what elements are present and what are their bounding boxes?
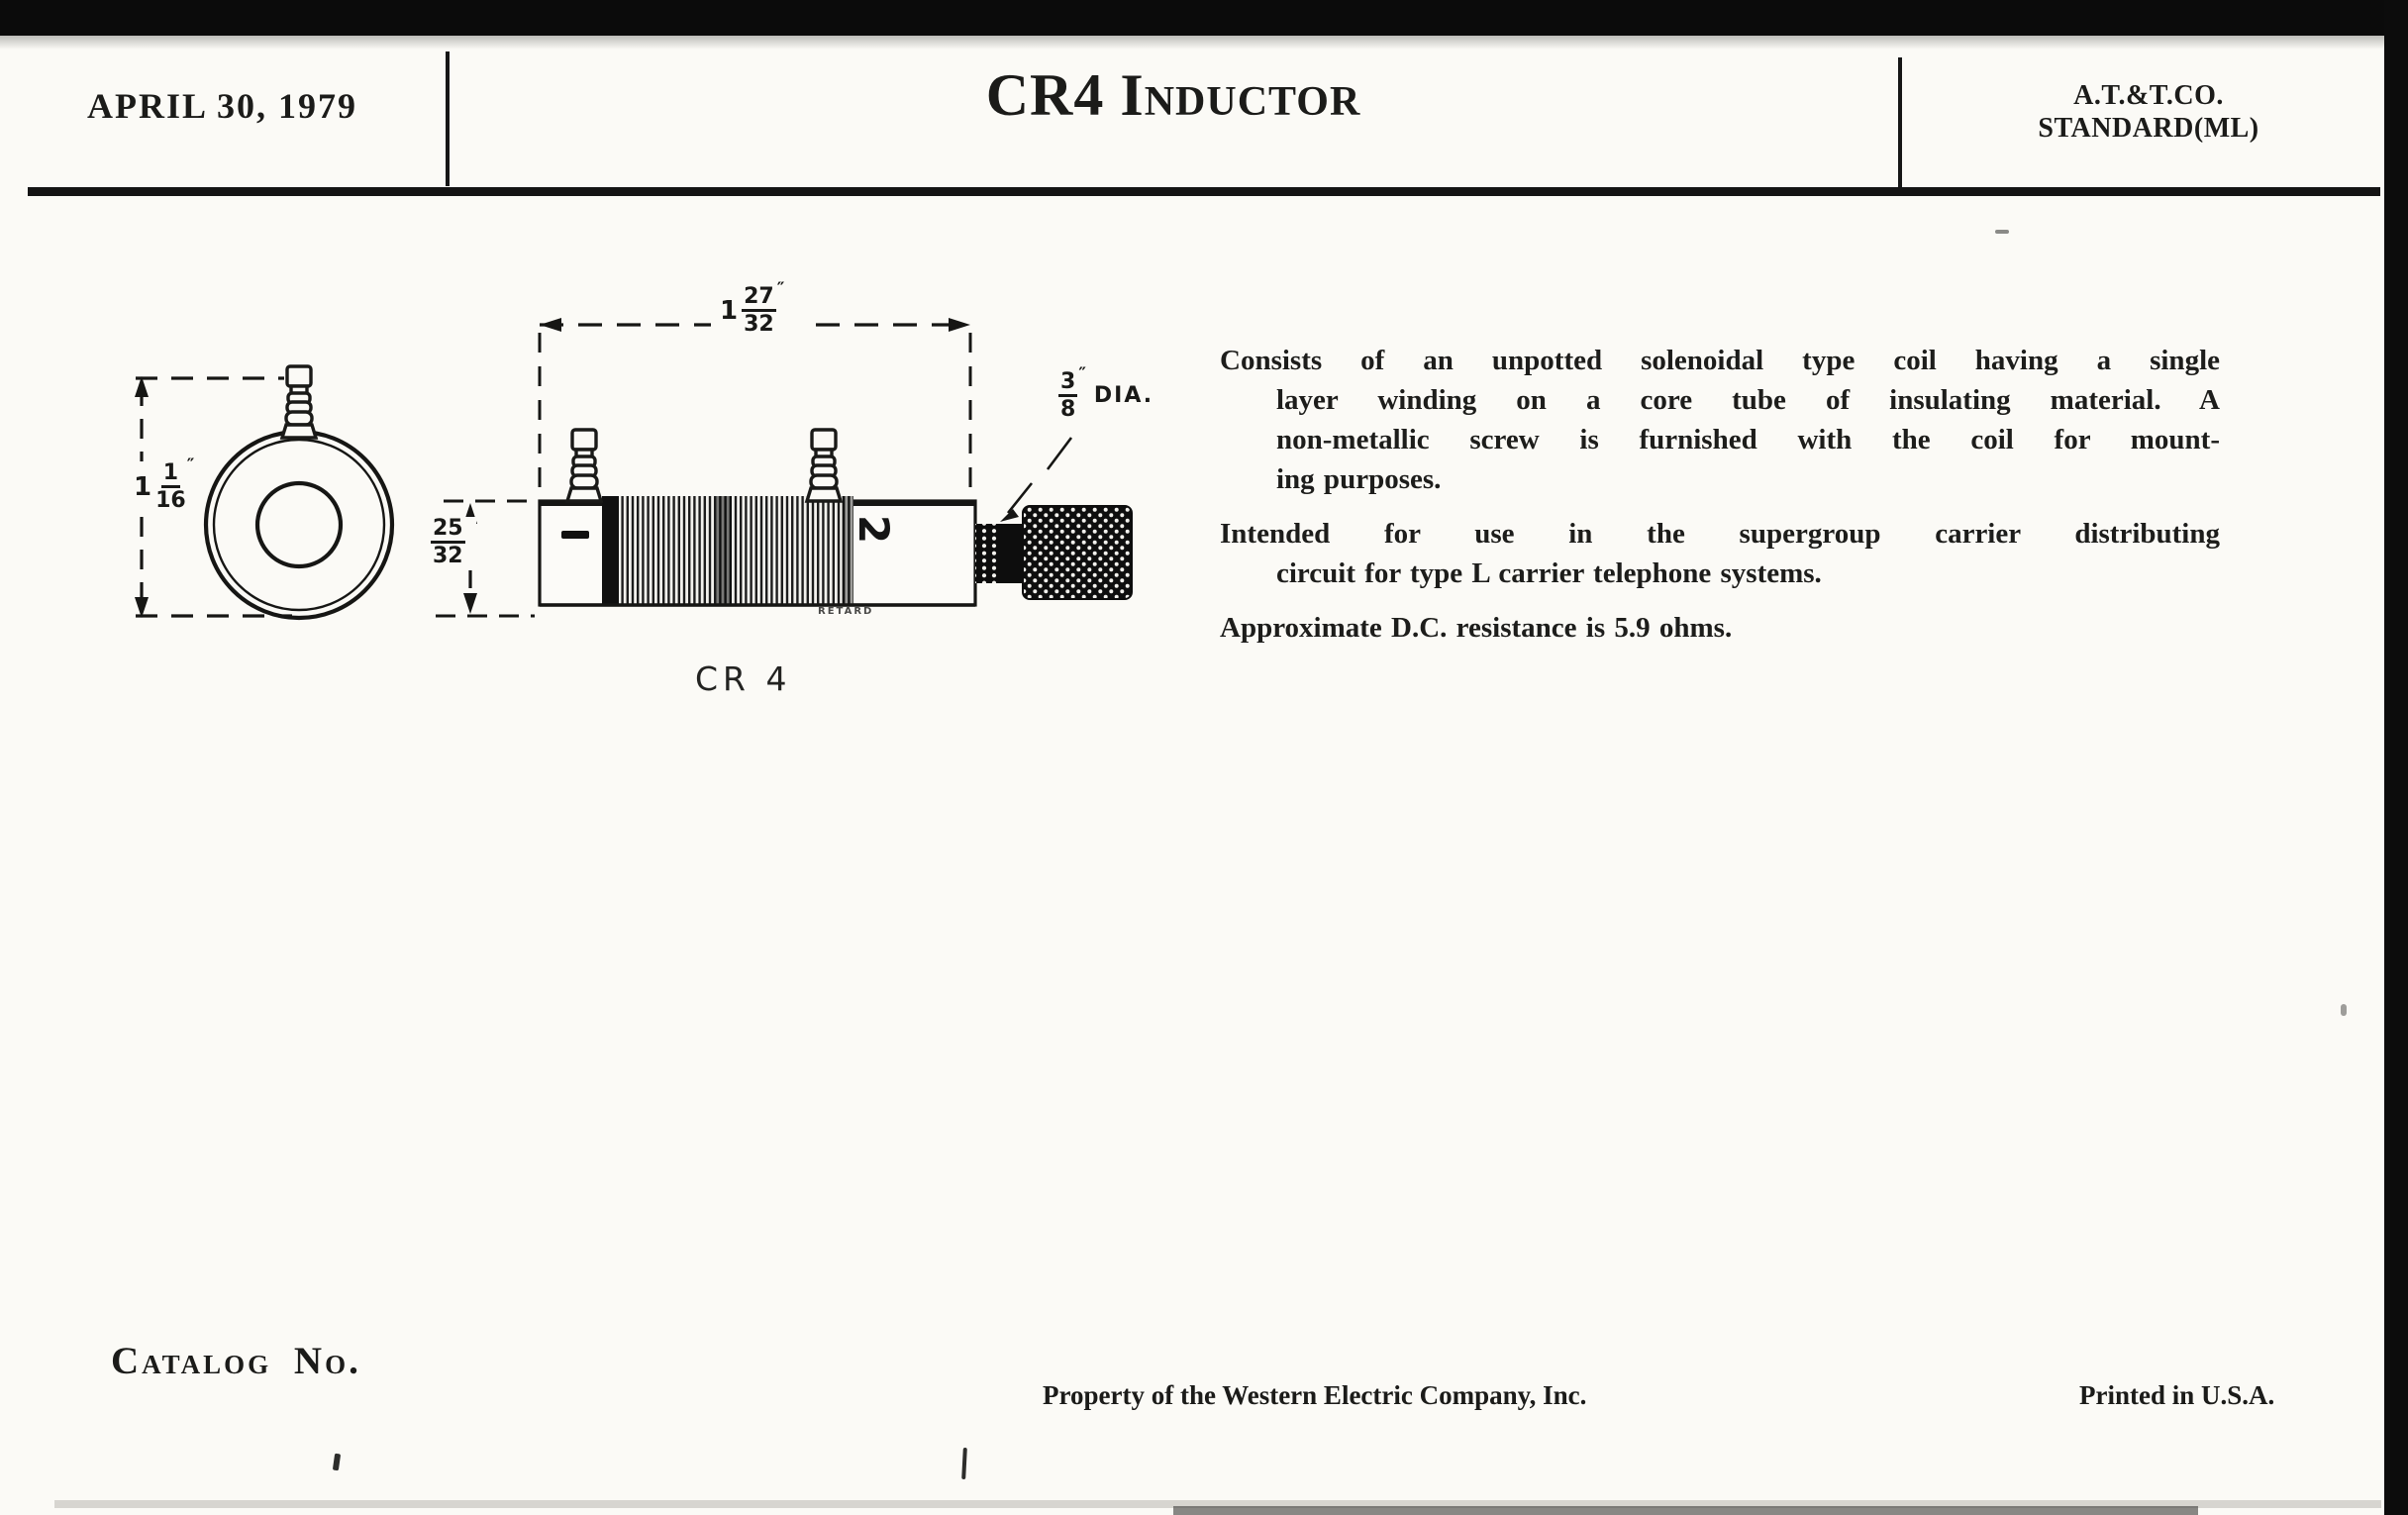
page-title: CR4 Inductor: [985, 62, 1361, 128]
header-divider-right: [1898, 57, 1902, 188]
drawing-linework: [79, 267, 1198, 723]
technical-drawing: [79, 267, 1198, 723]
side-view-drawing: [436, 318, 1132, 616]
property-notice: Property of the Western Electric Company, Inc.: [1043, 1380, 1587, 1410]
scan-artifact-bottom-smudge: [1173, 1506, 2198, 1515]
issue-date: APRIL 30, 1979: [87, 86, 358, 126]
dim-body-height: $\frac{25}{32}$ ″: [428, 517, 476, 567]
body-marking: 2: [850, 514, 899, 545]
polarity-dash-mark: [561, 531, 589, 539]
header-divider-left: [446, 51, 450, 186]
description-line: Approximate D.C. resistance is 5.9 ohms.: [1220, 612, 1733, 644]
tiny-stamp-text: RETARD: [818, 606, 874, 617]
side-terminal-right: [807, 430, 841, 501]
description-line: non-metallic screw is furnished with the coil for mount-: [1276, 424, 2220, 455]
description-block: [1220, 341, 2220, 662]
scan-artifact-top-band: [0, 0, 2408, 36]
scan-artifact-right-band: [2384, 0, 2408, 1515]
standard-type: STANDARD(ML): [2038, 113, 2259, 144]
ink-speck: [1995, 230, 2009, 234]
header-rule: [28, 187, 2380, 196]
paper-background: [0, 36, 2384, 1515]
description-line: ing purposes.: [1276, 463, 1442, 495]
description-line: Intended for use in the supergroup carrier distributing: [1220, 518, 2220, 550]
scan-artifact-top-shadow: [0, 36, 2408, 50]
description-paragraph: [1220, 608, 2220, 648]
printed-notice: Printed in U.S.A.: [2079, 1380, 2275, 1410]
description-paragraph: [1220, 341, 2220, 499]
dim-front-height: 1 $\frac{1}{16}$ ″: [131, 461, 197, 512]
org-name: A.T.&T.CO.: [2073, 80, 2224, 111]
org-standard-block: [1965, 79, 2332, 145]
description-line: circuit for type L carrier telephone systems.: [1276, 557, 1822, 589]
knurled-screw-head: [1023, 506, 1132, 599]
drawing-caption: CR 4: [695, 659, 792, 698]
catalog-number-label: Catalog No.: [111, 1340, 361, 1382]
dim-screw-diameter: $\frac{3}{8}$ ″ DIA.: [1060, 364, 1154, 423]
dim-overall-length: 1 $\frac{27}{32}$ ″: [717, 285, 787, 336]
ink-speck: [2341, 1004, 2347, 1016]
description-line: layer winding on a core tube of insulating material. A: [1276, 384, 2220, 416]
description-line: Consists of an unpotted solenoidal type coil having a single: [1220, 345, 2220, 376]
description-paragraph: [1220, 514, 2220, 593]
front-terminal: [282, 366, 316, 438]
side-terminal-left: [567, 430, 601, 501]
